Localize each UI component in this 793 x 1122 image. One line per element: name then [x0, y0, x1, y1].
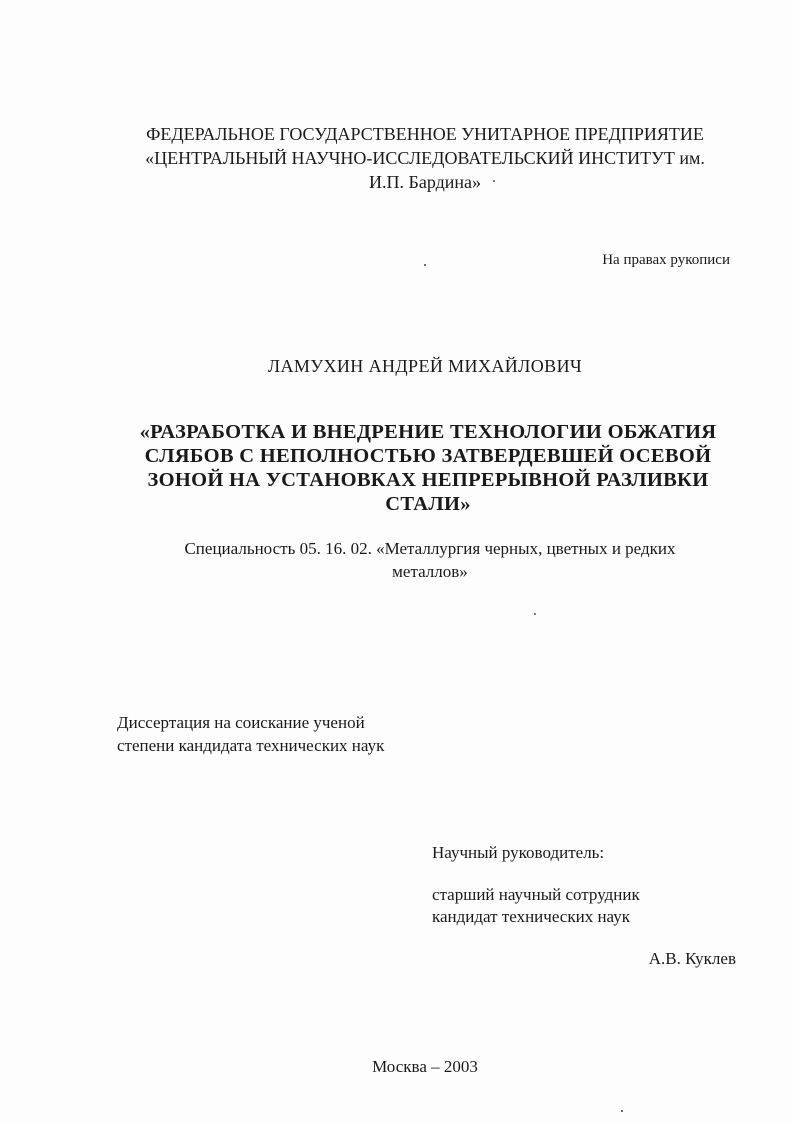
scan-speck	[493, 180, 495, 182]
organization-line: И.П. Бардина»	[369, 172, 481, 192]
specialty-text	[120, 537, 740, 583]
scan-speck	[534, 613, 536, 615]
supervisor-rank-line: старший научный сотрудник	[432, 885, 640, 904]
author-name: ЛАМУХИН АНДРЕЙ МИХАЙЛОВИЧ	[267, 356, 583, 376]
supervisor-name: А.В. Куклев	[648, 949, 736, 968]
organization-line: «ЦЕНТРАЛЬНЫЙ НАУЧНО-ИССЛЕДОВАТЕЛЬСКИЙ ИНСТИТУТ им.	[145, 148, 705, 168]
title-line: ЗОНОЙ НА УСТАНОВКАХ НЕПРЕРЫВНОЙ РАЗЛИВКИ	[147, 469, 709, 491]
specialty-line: Специальность 05. 16. 02. «Металлургия черных, цветных и редких	[184, 539, 676, 558]
title-line: «РАЗРАБОТКА И ВНЕДРЕНИЕ ТЕХНОЛОГИИ ОБЖАТИЯ	[139, 421, 717, 443]
degree-line: Диссертация на соискание ученой	[117, 713, 365, 732]
dissertation-title	[110, 420, 746, 516]
rights-note: На правах рукописи	[602, 252, 730, 268]
supervisor-label: Научный руководитель:	[432, 843, 605, 862]
title-line: СЛЯБОВ С НЕПОЛНОСТЬЮ ЗАТВЕРДЕВШЕЙ ОСЕВОЙ	[144, 445, 712, 467]
title-line: СТАЛИ»	[385, 493, 471, 515]
supervisor-rank	[432, 884, 640, 928]
scan-speck	[621, 1110, 623, 1112]
supervisor-rank-line: кандидат технических наук	[432, 907, 630, 926]
degree-statement	[117, 711, 384, 757]
specialty-line: металлов»	[392, 562, 468, 581]
scan-speck	[424, 264, 426, 266]
place-and-year: Москва – 2003	[372, 1057, 478, 1076]
organization-line: ФЕДЕРАЛЬНОЕ ГОСУДАРСТВЕННОЕ УНИТАРНОЕ ПРЕДПРИЯТИЕ	[146, 124, 704, 144]
degree-line: степени кандидата технических наук	[117, 736, 385, 755]
organization-heading	[100, 122, 750, 194]
